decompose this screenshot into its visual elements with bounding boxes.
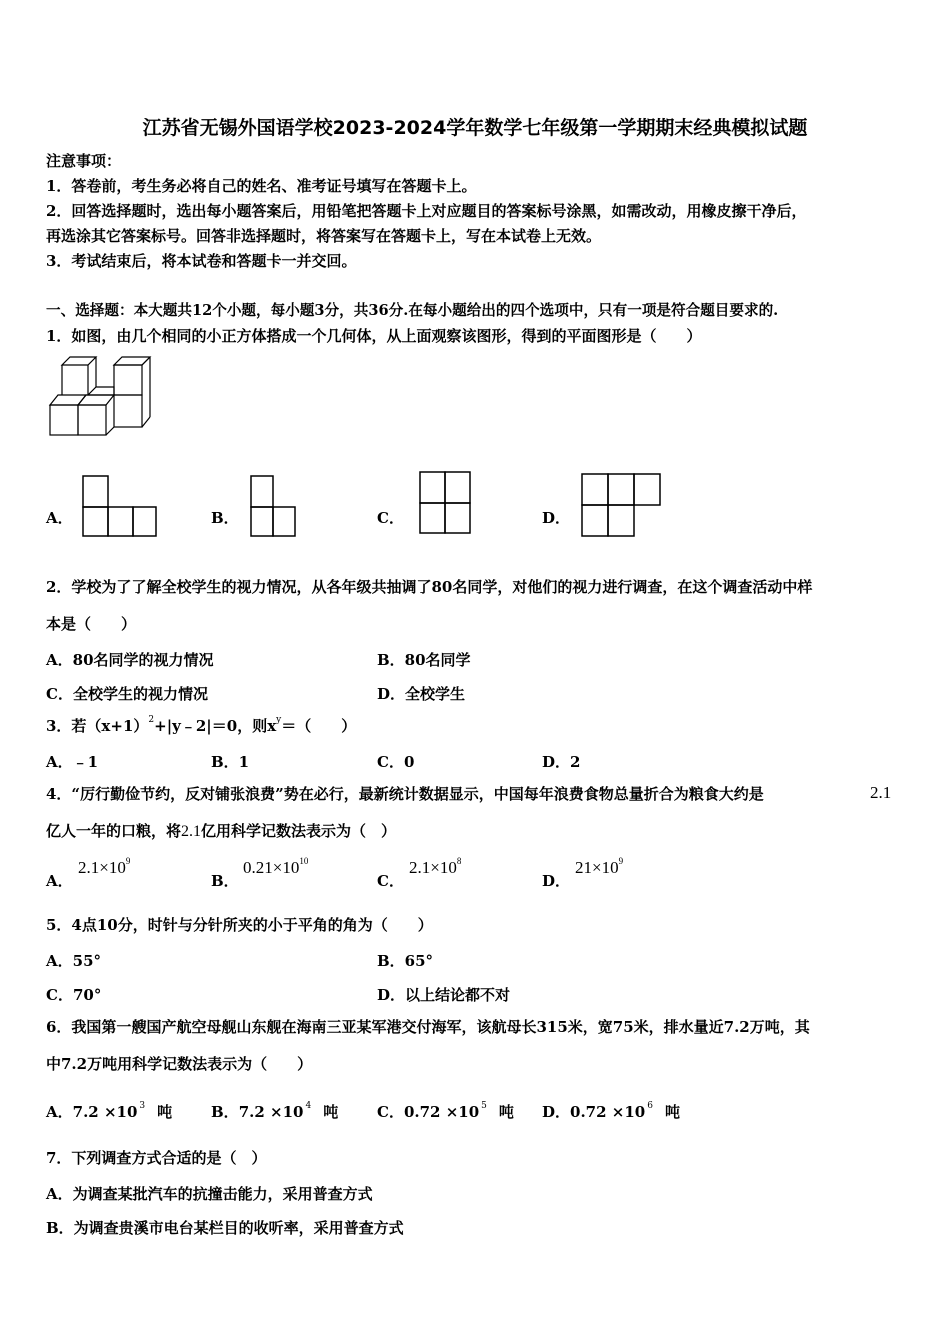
q1-option-c-label: C． <box>377 509 404 527</box>
notice-item: 再选涂其它答案标号。回答非选择题时，将答案写在答题卡上，写在本试卷上无效。 <box>46 227 602 245</box>
q6-stem-cont: 中7.2万吨用科学记数法表示为（ ） <box>46 1055 313 1073</box>
q3-exponent: y <box>276 715 282 725</box>
q1-option-d-figure <box>579 472 663 538</box>
q6-option-base: 0.72 ×10 <box>570 1103 646 1121</box>
q4-option-exp: 9 <box>125 856 131 866</box>
notice-item: 2．回答选择题时，选出每小题答案后，用铅笔把答题卡上对应题目的答案标号涂黑，如需改动，用橡皮擦干净后， <box>46 202 807 220</box>
q2-option-c: C．全校学生的视力情况 <box>46 685 208 703</box>
q3-stem-part: +|y﹣2|＝0，则x <box>154 717 277 735</box>
q6-option-b <box>211 1101 338 1122</box>
q6-option-unit: 吨 <box>498 1103 514 1121</box>
q4-option-a-value <box>78 858 130 878</box>
q4-stem: 4．“厉行勤俭节约，反对铺张浪费”势在必行，最新统计数据显示，中国每年浪费食物总量折合为粮食大约是 <box>46 785 764 803</box>
q4-option-a-label: A． <box>46 872 73 890</box>
q6-option-unit: 吨 <box>323 1103 339 1121</box>
q6-option-exp: 6 <box>647 1101 653 1111</box>
q4-option-b-value <box>243 858 308 878</box>
q6-option-c <box>377 1101 514 1122</box>
notice-heading: 注意事项： <box>46 152 122 170</box>
q3-exponent: 2 <box>148 715 155 725</box>
notice-item: 1．答卷前，考生务必将自己的姓名、准考证号填写在答题卡上。 <box>46 177 477 195</box>
q3-option-a: A．﹣1 <box>46 753 99 771</box>
q6-option-exp: 5 <box>481 1101 487 1111</box>
q4-option-exp: 8 <box>456 856 462 866</box>
section-heading: 一、选择题：本大题共12个小题，每小题3分，共36分.在每小题给出的四个选项中，只有一项是符合题目要求的. <box>46 302 779 319</box>
q3-option-c: C．0 <box>377 753 415 771</box>
q6-stem: 6．我国第一艘国产航空母舰山东舰在海南三亚某军港交付海军，该航母长315米，宽75米，排水量近7.2万吨，其 <box>46 1018 810 1036</box>
q2-option-d: D．全校学生 <box>377 685 466 703</box>
q3-option-d: D．2 <box>542 753 581 771</box>
q4-option-base: 0.21×10 <box>243 858 300 877</box>
q4-option-d-value <box>575 858 623 878</box>
q6-option-unit: 吨 <box>157 1103 173 1121</box>
q5-option-d: D．以上结论都不对 <box>377 986 511 1004</box>
notice-item: 3．考试结束后，将本试卷和答题卡一并交回。 <box>46 252 357 270</box>
q1-option-b-figure <box>247 474 299 538</box>
q3-stem-part: 3．若（x+1） <box>46 717 149 735</box>
q6-option-label: C． <box>377 1103 404 1121</box>
q1-option-a-figure <box>80 474 160 538</box>
q6-option-label: D． <box>542 1103 571 1121</box>
q1-option-a-label: A． <box>46 509 73 527</box>
q6-option-base: 0.72 ×10 <box>403 1103 480 1121</box>
q1-cube-figure <box>46 355 158 439</box>
q5-option-b: B．65° <box>377 952 434 970</box>
q1-stem: 1．如图，由几个相同的小正方体搭成一个几何体，从上面观察该图形，得到的平面图形是（ ） <box>46 327 702 345</box>
q4-option-base: 2.1×10 <box>409 858 457 877</box>
q6-option-unit: 吨 <box>664 1103 680 1121</box>
q2-stem: 2．学校为了了解全校学生的视力情况，从各年级共抽调了80名同学，对他们的视力进行调查，在这个调查活动中样 <box>46 578 813 596</box>
q2-stem-cont: 本是（ ） <box>46 615 137 633</box>
q1-option-b-label: B． <box>211 509 239 527</box>
q4-stem-part: 亿用科学记数法表示为（ ） <box>201 822 397 840</box>
q1-option-d-label: D． <box>542 509 571 527</box>
q6-option-a <box>46 1101 172 1122</box>
q3-option-b: B．1 <box>211 753 250 771</box>
q2-option-a: A．80名同学的视力情况 <box>46 651 214 669</box>
q4-value: 2.1 <box>870 783 892 802</box>
q6-option-base: 7.2 ×10 <box>238 1103 304 1121</box>
q4-option-c-value <box>409 858 461 878</box>
q4-option-exp: 10 <box>299 856 309 866</box>
q5-stem: 5．4点10分，时针与分针所夹的小于平角的角为（ ） <box>46 916 433 934</box>
q4-stem-cont <box>46 822 396 841</box>
q4-option-d-label: D． <box>542 872 571 890</box>
q6-option-base: 7.2 ×10 <box>72 1103 138 1121</box>
q7-option-a: A．为调查某批汽车的抗撞击能力，采用普查方式 <box>46 1185 373 1203</box>
q6-option-exp: 3 <box>139 1101 146 1111</box>
q5-option-c: C．70° <box>46 986 102 1004</box>
q6-option-d <box>542 1101 680 1122</box>
q5-option-a: A．55° <box>46 952 102 970</box>
q7-option-b: B．为调查贵溪市电台某栏目的收听率，采用普查方式 <box>46 1219 404 1237</box>
q6-option-label: B． <box>211 1103 239 1121</box>
q6-option-label: A． <box>46 1103 73 1121</box>
q3-stem-part: ＝（ ） <box>281 717 357 735</box>
q4-option-b-label: B． <box>211 872 239 890</box>
q6-option-exp: 4 <box>305 1101 312 1111</box>
q2-option-b: B．80名同学 <box>377 651 471 669</box>
exam-title: 江苏省无锡外国语学校2023-2024学年数学七年级第一学期期末经典模拟试题 <box>142 117 808 139</box>
q7-stem: 7．下列调查方式合适的是（ ） <box>46 1149 267 1167</box>
q4-option-c-label: C． <box>377 872 404 890</box>
q4-value-inline: 2.1 <box>181 823 202 840</box>
q4-option-base: 2.1×10 <box>78 858 126 877</box>
q1-option-c-figure <box>418 470 474 536</box>
q4-stem-part: 亿人一年的口粮，将 <box>46 822 182 840</box>
q3-stem <box>46 717 356 738</box>
q4-option-base: 21×10 <box>575 858 619 877</box>
q4-option-exp: 9 <box>618 856 624 866</box>
